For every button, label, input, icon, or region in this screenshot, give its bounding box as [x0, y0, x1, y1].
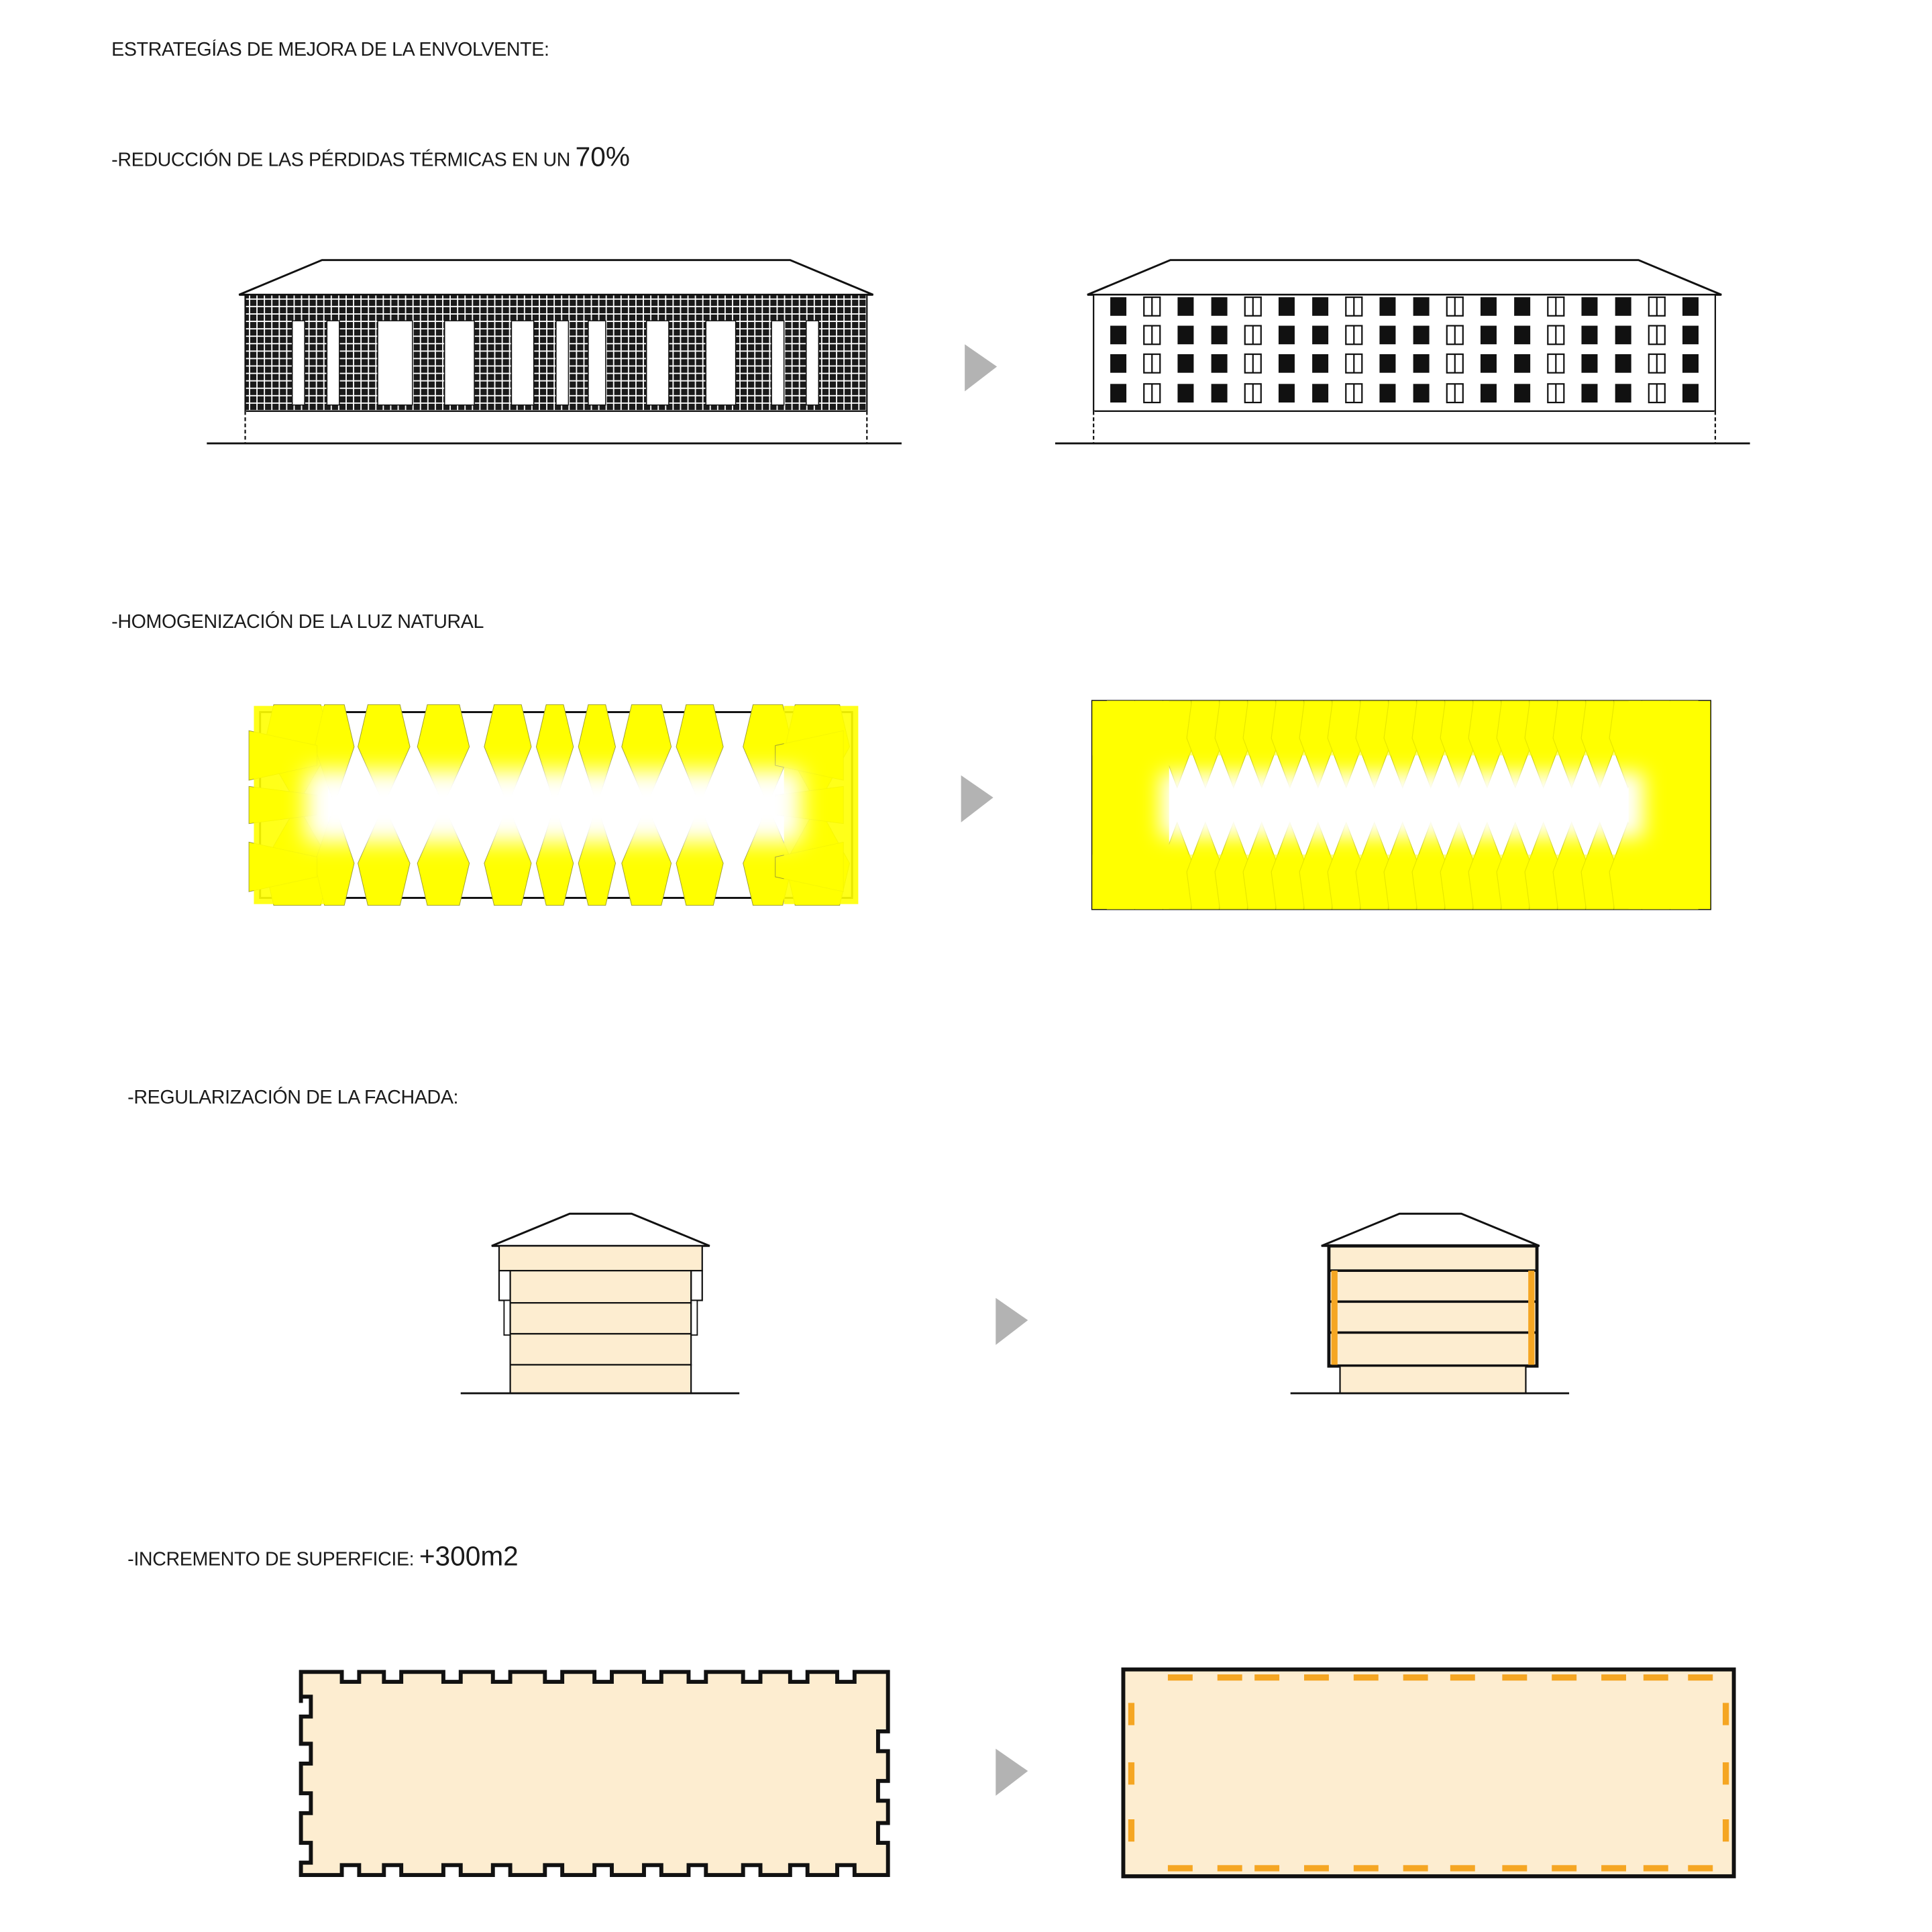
window	[1514, 354, 1530, 373]
window	[1279, 326, 1295, 345]
window	[1177, 326, 1193, 345]
floor-plan-after	[1108, 1654, 1752, 1895]
surface-value: +300m2	[419, 1540, 519, 1572]
window	[1581, 297, 1597, 316]
section-facade-title: -REGULARIZACIÓN DE LA FACHADA:	[127, 1087, 459, 1109]
section-light-title: -HOMOGENIZACIÓN DE LA LUZ NATURAL	[111, 612, 484, 633]
window	[1581, 326, 1597, 345]
window	[1212, 354, 1228, 373]
infill-mark	[1723, 1762, 1729, 1784]
infill-mark	[1450, 1674, 1475, 1680]
triangle-right-icon	[956, 773, 998, 827]
window	[1514, 384, 1530, 402]
window	[1682, 326, 1699, 345]
infill-mark	[1723, 1819, 1729, 1841]
plinth	[246, 411, 867, 443]
window	[1682, 384, 1699, 402]
infill-mark	[1168, 1865, 1193, 1871]
window	[1581, 354, 1597, 373]
infill-mark	[1304, 1865, 1329, 1871]
window	[1312, 326, 1328, 345]
window	[1279, 384, 1295, 402]
infill-mark	[1552, 1674, 1576, 1680]
window	[1682, 297, 1699, 316]
section-before	[452, 1201, 749, 1406]
infill-mark	[1254, 1865, 1279, 1871]
infill-mark	[1128, 1703, 1134, 1725]
infill-mark	[1354, 1674, 1379, 1680]
infill-mark	[1403, 1674, 1428, 1680]
window	[1682, 354, 1699, 373]
window	[1110, 297, 1126, 316]
window	[1212, 297, 1228, 316]
roof	[239, 260, 873, 295]
window	[1379, 384, 1395, 402]
infill-mark	[1552, 1865, 1576, 1871]
window	[1514, 297, 1530, 316]
infill-mark	[1218, 1674, 1242, 1680]
elevation-after	[1046, 248, 1765, 458]
infill-mark	[1128, 1762, 1134, 1784]
window	[1110, 384, 1126, 402]
window	[1581, 384, 1597, 402]
window	[1312, 297, 1328, 316]
window	[1312, 384, 1328, 402]
triangle-right-icon	[991, 1746, 1033, 1801]
added-infill	[1332, 1271, 1338, 1364]
infill-mark	[1688, 1865, 1713, 1871]
window	[1110, 326, 1126, 345]
irregular-perimeter	[301, 1672, 888, 1875]
window	[1413, 297, 1430, 316]
window	[1279, 354, 1295, 373]
facade-protrusion	[499, 1271, 511, 1300]
infill-mark	[1502, 1865, 1527, 1871]
infill-mark	[1128, 1819, 1134, 1841]
page-title: ESTRATEGÍAS DE MEJORA DE LA ENVOLVENTE:	[111, 40, 549, 61]
window	[1413, 354, 1430, 373]
window	[1615, 326, 1631, 345]
window	[1413, 326, 1430, 345]
window	[1177, 384, 1193, 402]
infill-mark	[1644, 1865, 1668, 1871]
window	[1177, 297, 1193, 316]
window	[1312, 354, 1328, 373]
infill-mark	[1168, 1674, 1193, 1680]
infill-mark	[1601, 1865, 1626, 1871]
section-thermal-title: -REDUCCIÓN DE LAS PÉRDIDAS TÉRMICAS EN UN 70%	[111, 141, 630, 172]
window	[1379, 326, 1395, 345]
plinth	[1093, 411, 1715, 443]
infill-mark	[1723, 1703, 1729, 1725]
added-infill	[1528, 1271, 1534, 1364]
unlit-core	[306, 770, 801, 842]
elevation-before	[198, 248, 916, 458]
window	[1514, 326, 1530, 345]
infill-mark	[1644, 1674, 1668, 1680]
section-surface-title: -INCREMENTO DE SUPERFICIE: +300m2	[127, 1540, 519, 1572]
regularised-volume	[1329, 1246, 1537, 1366]
infill-mark	[1688, 1674, 1713, 1680]
infill-mark	[1218, 1865, 1242, 1871]
daylight-plan-after	[1083, 694, 1721, 916]
window	[1481, 326, 1497, 345]
section-after	[1282, 1201, 1579, 1406]
roof	[1322, 1214, 1540, 1246]
window	[1615, 384, 1631, 402]
floor-plan-before	[278, 1660, 916, 1895]
window	[1177, 354, 1193, 373]
window	[1481, 384, 1497, 402]
regular-perimeter	[1123, 1670, 1733, 1876]
infill-mark	[1403, 1865, 1428, 1871]
infill-mark	[1304, 1674, 1329, 1680]
unlit-core	[1161, 773, 1644, 837]
infill-mark	[1254, 1674, 1279, 1680]
window	[1379, 297, 1395, 316]
window	[1110, 354, 1126, 373]
window	[1481, 297, 1497, 316]
triangle-right-icon	[960, 342, 1002, 396]
window	[1379, 354, 1395, 373]
infill-mark	[1601, 1674, 1626, 1680]
infill-mark	[1450, 1865, 1475, 1871]
window	[1481, 354, 1497, 373]
facade-protrusion	[691, 1271, 702, 1300]
window	[1279, 297, 1295, 316]
triangle-right-icon	[991, 1295, 1033, 1350]
window	[1212, 384, 1228, 402]
infill-mark	[1354, 1865, 1379, 1871]
thermal-value: 70%	[575, 141, 630, 172]
roof	[492, 1214, 710, 1246]
window	[1615, 354, 1631, 373]
window	[1212, 326, 1228, 345]
daylight-plan-before	[241, 694, 873, 916]
window	[1615, 297, 1631, 316]
window	[1413, 384, 1430, 402]
infill-mark	[1502, 1674, 1527, 1680]
roof	[1087, 260, 1721, 295]
